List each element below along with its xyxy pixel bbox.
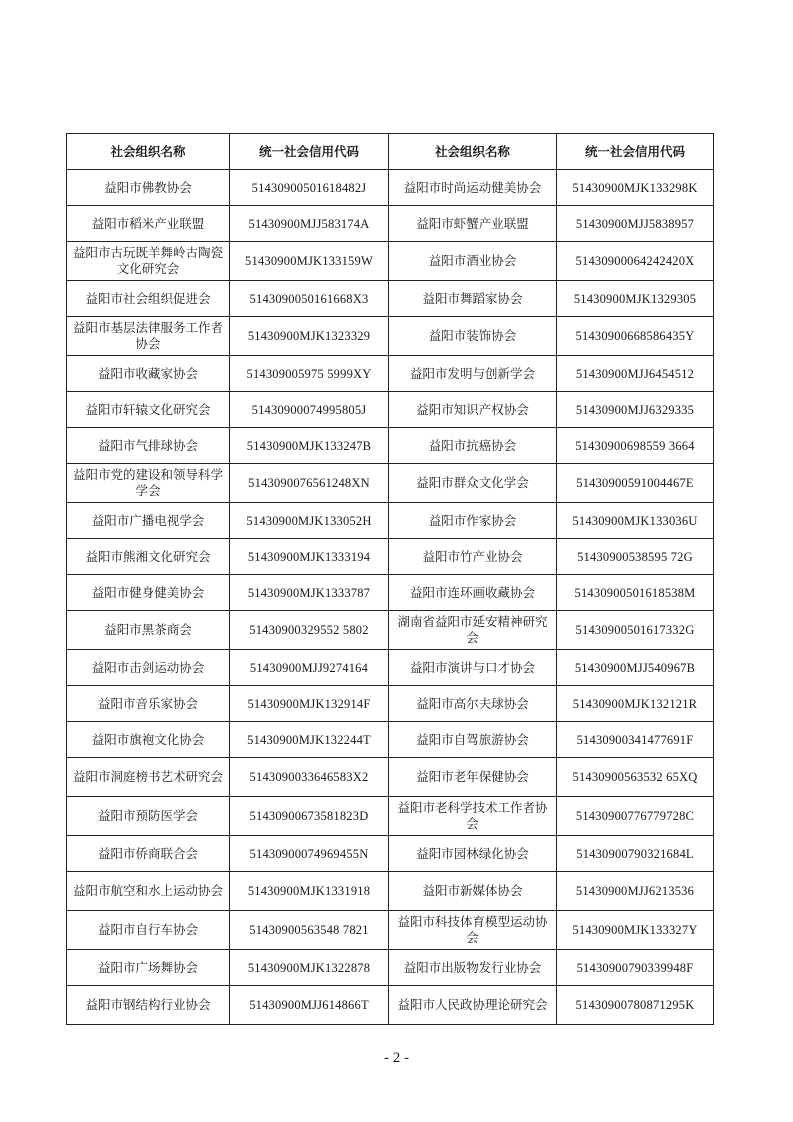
credit-code-cell: 51430900790321684L xyxy=(557,836,714,872)
table-row xyxy=(67,428,714,464)
org-name-cell: 益阳市虾蟹产业联盟 xyxy=(389,206,557,242)
table-row xyxy=(67,836,714,872)
org-name-cell: 益阳市知识产权协会 xyxy=(389,392,557,428)
column-header-credit-code: 统一社会信用代码 xyxy=(557,134,714,170)
org-name-cell: 益阳市古玩既羊舞岭古陶瓷文化研究会 xyxy=(67,242,230,281)
column-header-org-name: 社会组织名称 xyxy=(389,134,557,170)
credit-code-cell: 51430900074969455N xyxy=(230,836,389,872)
table-row xyxy=(67,950,714,986)
credit-code-cell: 51430900563532 65XQ xyxy=(557,758,714,797)
column-header-credit-code: 统一社会信用代码 xyxy=(230,134,389,170)
credit-code-cell: 51430900538595 72G xyxy=(557,539,714,575)
credit-code-cell: 51430900MJJ614866T xyxy=(230,986,389,1025)
credit-code-cell: 51430900673581823D xyxy=(230,797,389,836)
table-row xyxy=(67,611,714,650)
org-name-cell: 益阳市群众文化学会 xyxy=(389,464,557,503)
credit-code-cell: 51430900MJJ6454512 xyxy=(557,356,714,392)
table-row xyxy=(67,686,714,722)
table-row xyxy=(67,206,714,242)
org-name-cell: 益阳市科技体育模型运动协会 xyxy=(389,911,557,950)
credit-code-cell: 51430900MJJ6213536 xyxy=(557,872,714,911)
credit-code-cell: 51430900MJK133247B xyxy=(230,428,389,464)
org-name-cell: 益阳市熊湘文化研究会 xyxy=(67,539,230,575)
org-name-cell: 益阳市自驾旅游协会 xyxy=(389,722,557,758)
credit-code-cell: 51430900MJK1333787 xyxy=(230,575,389,611)
org-name-cell: 益阳市旗袍文化协会 xyxy=(67,722,230,758)
registration-table xyxy=(66,133,714,1025)
credit-code-cell: 51430900MJK1329305 xyxy=(557,281,714,317)
org-name-cell: 益阳市作家协会 xyxy=(389,503,557,539)
org-name-cell: 益阳市气排球协会 xyxy=(67,428,230,464)
org-name-cell: 益阳市竹产业协会 xyxy=(389,539,557,575)
org-name-cell: 益阳市老科学技术工作者协会 xyxy=(389,797,557,836)
table-row xyxy=(67,722,714,758)
org-name-cell: 益阳市侨商联合会 xyxy=(67,836,230,872)
org-name-cell: 益阳市佛教协会 xyxy=(67,170,230,206)
org-name-cell: 益阳市时尚运动健美协会 xyxy=(389,170,557,206)
credit-code-cell: 51430900MJJ9274164 xyxy=(230,650,389,686)
credit-code-cell: 51430900MJK1333194 xyxy=(230,539,389,575)
table-row xyxy=(67,758,714,797)
org-name-cell: 益阳市广场舞协会 xyxy=(67,950,230,986)
credit-code-cell: 51430900MJJ540967B xyxy=(557,650,714,686)
credit-code-cell: 5143090076561248XN xyxy=(230,464,389,503)
page-number: - 2 - xyxy=(384,1050,409,1066)
table-row xyxy=(67,797,714,836)
org-name-cell: 益阳市钢结构行业协会 xyxy=(67,986,230,1025)
credit-code-cell: 51430900MJJ583174A xyxy=(230,206,389,242)
org-name-cell: 湖南省益阳市延安精神研究会 xyxy=(389,611,557,650)
credit-code-cell: 5143090033646583X2 xyxy=(230,758,389,797)
table-row xyxy=(67,575,714,611)
table-row xyxy=(67,503,714,539)
org-name-cell: 益阳市自行车协会 xyxy=(67,911,230,950)
table-row xyxy=(67,911,714,950)
credit-code-cell: 51430900MJK133159W xyxy=(230,242,389,281)
org-name-cell: 益阳市新媒体协会 xyxy=(389,872,557,911)
credit-code-cell: 51430900563548 7821 xyxy=(230,911,389,950)
credit-code-cell: 51430900MJK132121R xyxy=(557,686,714,722)
credit-code-cell: 51430900591004467E xyxy=(557,464,714,503)
credit-code-cell: 51430900064242420X xyxy=(557,242,714,281)
org-name-cell: 益阳市党的建设和领导科学学会 xyxy=(67,464,230,503)
table-row xyxy=(67,872,714,911)
table-row xyxy=(67,464,714,503)
org-name-cell: 益阳市园林绿化协会 xyxy=(389,836,557,872)
org-name-cell: 益阳市洞庭榜书艺术研究会 xyxy=(67,758,230,797)
table-row xyxy=(67,650,714,686)
org-name-cell: 益阳市广播电视学会 xyxy=(67,503,230,539)
org-name-cell: 益阳市出版物发行业协会 xyxy=(389,950,557,986)
org-name-cell: 益阳市健身健美协会 xyxy=(67,575,230,611)
org-name-cell: 益阳市人民政协理论研究会 xyxy=(389,986,557,1025)
org-name-cell: 益阳市收藏家协会 xyxy=(67,356,230,392)
table-row xyxy=(67,242,714,281)
org-name-cell: 益阳市酒业协会 xyxy=(389,242,557,281)
credit-code-cell: 51430900501617332G xyxy=(557,611,714,650)
org-name-cell: 益阳市抗癌协会 xyxy=(389,428,557,464)
credit-code-cell: 51430900501618538M xyxy=(557,575,714,611)
credit-code-cell: 51430900MJK133036U xyxy=(557,503,714,539)
credit-code-cell: 51430900341477691F xyxy=(557,722,714,758)
credit-code-cell: 51430900074995805J xyxy=(230,392,389,428)
org-name-cell: 益阳市黑茶商会 xyxy=(67,611,230,650)
credit-code-cell: 51430900698559 3664 xyxy=(557,428,714,464)
credit-code-cell: 51430900780871295K xyxy=(557,986,714,1025)
table-row xyxy=(67,392,714,428)
credit-code-cell: 51430900MJJ5838957 xyxy=(557,206,714,242)
credit-code-cell: 51430900MJK133327Y xyxy=(557,911,714,950)
org-name-cell: 益阳市老年保健协会 xyxy=(389,758,557,797)
credit-code-cell: 51430900329552 5802 xyxy=(230,611,389,650)
org-name-cell: 益阳市发明与创新学会 xyxy=(389,356,557,392)
credit-code-cell: 51430900MJK132914F xyxy=(230,686,389,722)
credit-code-cell: 51430900668586435Y xyxy=(557,317,714,356)
credit-code-cell: 51430900MJK133052H xyxy=(230,503,389,539)
org-name-cell: 益阳市社会组织促进会 xyxy=(67,281,230,317)
table-row xyxy=(67,317,714,356)
org-name-cell: 益阳市连环画收藏协会 xyxy=(389,575,557,611)
table-body xyxy=(67,170,714,1025)
org-name-cell: 益阳市基层法律服务工作者协会 xyxy=(67,317,230,356)
credit-code-cell: 514309005975 5999XY xyxy=(230,356,389,392)
org-name-cell: 益阳市舞蹈家协会 xyxy=(389,281,557,317)
table-header-row xyxy=(67,134,714,170)
credit-code-cell: 51430900MJJ6329335 xyxy=(557,392,714,428)
column-header-org-name: 社会组织名称 xyxy=(67,134,230,170)
table-row xyxy=(67,986,714,1025)
credit-code-cell: 51430900MJK132244T xyxy=(230,722,389,758)
org-name-cell: 益阳市轩辕文化研究会 xyxy=(67,392,230,428)
table-row xyxy=(67,170,714,206)
org-name-cell: 益阳市音乐家协会 xyxy=(67,686,230,722)
credit-code-cell: 51430900MJK1323329 xyxy=(230,317,389,356)
org-name-cell: 益阳市高尔夫球协会 xyxy=(389,686,557,722)
org-name-cell: 益阳市装饰协会 xyxy=(389,317,557,356)
credit-code-cell: 51430900501618482J xyxy=(230,170,389,206)
credit-code-cell: 51430900MJK1331918 xyxy=(230,872,389,911)
org-name-cell: 益阳市击剑运动协会 xyxy=(67,650,230,686)
org-name-cell: 益阳市航空和水上运动协会 xyxy=(67,872,230,911)
table-row xyxy=(67,356,714,392)
credit-code-cell: 5143090050161668X3 xyxy=(230,281,389,317)
org-name-cell: 益阳市预防医学会 xyxy=(67,797,230,836)
table-row xyxy=(67,281,714,317)
credit-code-cell: 51430900776779728C xyxy=(557,797,714,836)
table-row xyxy=(67,539,714,575)
org-name-cell: 益阳市演讲与口才协会 xyxy=(389,650,557,686)
credit-code-cell: 51430900MJK133298K xyxy=(557,170,714,206)
credit-code-cell: 51430900MJK1322878 xyxy=(230,950,389,986)
credit-code-cell: 51430900790339948F xyxy=(557,950,714,986)
org-name-cell: 益阳市稻米产业联盟 xyxy=(67,206,230,242)
